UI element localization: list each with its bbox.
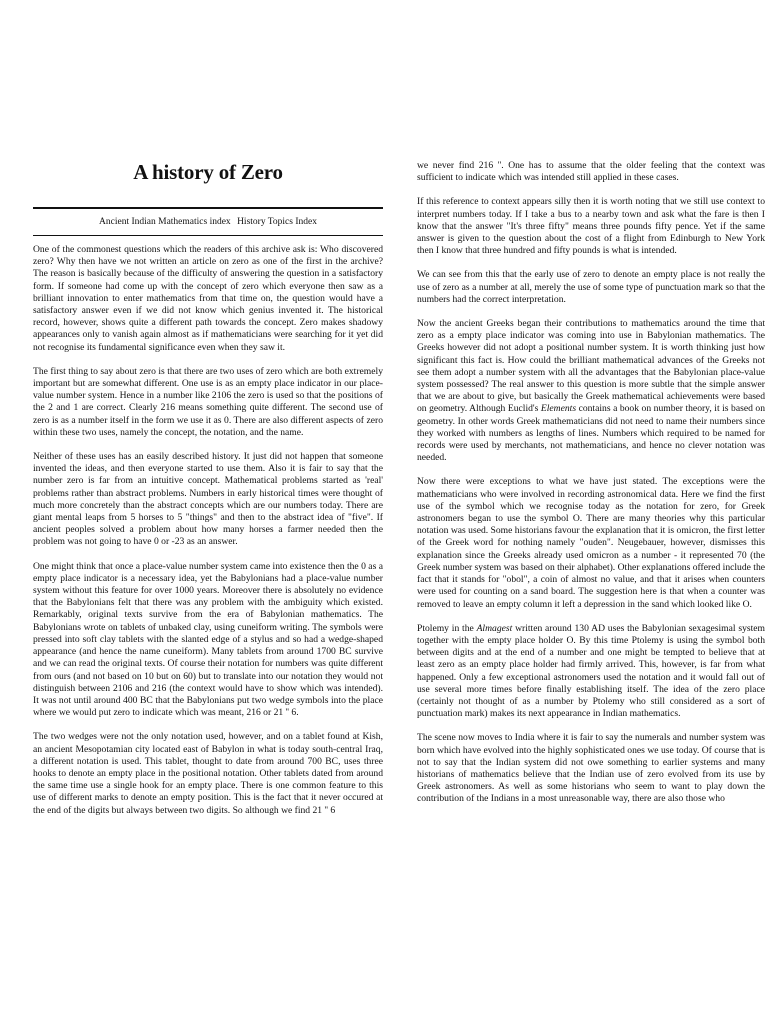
nav-links xyxy=(33,209,383,235)
nav-link-history-topics-index[interactable]: History Topics Index xyxy=(237,217,317,227)
paragraph-text: written around 130 AD uses the Babylonian sexagesimal system together with the empty place holder O. By this time Ptolemy is using the symbol both between digits and at the end of a number and one might be tempted to believe that at least zero as an empty place holder had firmly arrived. This, however, is far from what happened. Only a few exceptional astronomers used the notation and it would fall out of use several more times before finally establishing itself. The idea of the zero place (certainly not thought of as a number by Ptolemy who still considered as a sort of punctuation mark) makes its next appearance in Indian mathematics. xyxy=(417,622,765,720)
page-title: A history of Zero xyxy=(133,160,283,184)
paragraph-text: Now the ancient Greeks began their contributions to mathematics around the time that zero as a empty place indicator was coming into use in Babylonian mathematics. The Greeks however did not adopt a positional number system. It is worth thinking just how significant this fact is. How could the brilliant mathematical advances of the Greeks not see them adopt a number system with all the advantages that the Babylonian place-value system possessed? The real answer to this question is more subtle that the simple answer that we are about to give, but basically the Greek mathematical achievements were based on geometry. Although Euclid's xyxy=(417,318,765,415)
left-paragraph-1: One of the commonest questions which the readers of this archive ask is: Who discovered zero? Why then have we not written an article on zero as one of the first in the archive? The reason is basically because of the difficulty of answering the question in a satisfactory form. If someone had come up with the concept of zero which everyone then saw as a brilliant innovation to enter mathematics from that time on, the question would have a satisfactory answer even if we did not know which genius invented it. The historical record, however, shows quite a different path towards the concept. Zero makes shadowy appearances only to vanish again almost as if mathematicians were searching for it yet did not recognise its fundamental significance even when they saw it. xyxy=(33,244,383,353)
book-title-almagest: Almagest xyxy=(476,622,513,634)
right-paragraph-3: We can see from this that the early use of zero to denote an empty place is not really the use of zero as a number at all, merely the use of some type of punctuation mark so that the numbers had the correct interpretation. xyxy=(417,269,765,305)
right-paragraph-5: Now there were exceptions to what we have just stated. The exceptions were the mathematicians who were involved in recording astronomical data. Here we find the first use of the symbol which we recognise today as the notation for zero, for Greek astronomers began to use the symbol O. There are many theories why this particular notation was used. Some historians favour the explanation that it is omicron, the first letter of the Greek word for nothing namely "ouden". Neugebauer, however, dismisses this explanation since the Greeks already used omicron as a number - it represented 70 (the Greek number system was based on their alphabet). Other explanations offered include the fact that it stands for "obol", a coin of almost no value, and that it arises when counters were used for counting on a sand board. The suggestion here is that when a counter was removed to leave an empty column it left a depression in the sand which looked like O. xyxy=(417,476,766,610)
left-paragraph-2: The first thing to say about zero is that there are two uses of zero which are both extremely important but are somewhat different. One use is as an empty place indicator in our place-value number system. Hence in a number like 2106 the zero is used so that the positions of the 2 and 1 are correct. Clearly 216 means something quite different. The second use of zero is as a number itself in the form we use it as 0. There are also different aspects of zero within these two uses, namely the concept, the notation, and the name. xyxy=(33,365,383,438)
paragraph-text: contains a book on number theory, it is based on geometry. In other words Greek mathematicians did not need to name their numbers since they worked with numbers as lengths of lines. Numbers which required to be named for records were used by merchants, not mathematicians, and hence no clever notation was needed. xyxy=(417,403,765,464)
left-paragraph-3: Neither of these uses has an easily described history. It just did not happen that someone invented the ideas, and then everyone started to use them. Also it is fair to say that the number zero is far from an intuitive concept. Mathematical problems started as 'real' problems rather than abstract problems. Numbers in early historical times were thought of much more concretely than the abstract concepts which are our numbers today. There are giant mental leaps from 5 horses to 5 "things" and then to the abstract idea of "five". If ancient peoples solved a problem about how many horses a farmer needed then the problem was not going to have 0 or -23 as an answer. xyxy=(33,451,383,548)
left-column xyxy=(33,160,383,829)
right-paragraph-6 xyxy=(417,623,765,721)
right-column xyxy=(417,160,765,818)
paragraph-text: Ptolemy in the xyxy=(417,622,477,634)
right-paragraph-2: If this reference to context appears silly then it is worth noting that we still use context to interpret numbers today. If I take a bus to a nearby town and ask what the fare is then I know that the answer "It's three fifty" means three pounds fifty pence. Yet if the same answer is given to the question about the cost of a flight from Edinburgh to New York then I know that three hundred and fifty pounds is what is intended. xyxy=(417,196,765,257)
right-paragraph-4 xyxy=(417,318,765,464)
nav-link-indian-math-index[interactable]: Ancient Indian Mathematics index xyxy=(99,217,231,227)
right-paragraph-1: we never find 216 ''. One has to assume that the older feeling that the context was sufficient to indicate which was intended still applied in these cases. xyxy=(417,160,765,184)
book-title-elements: Elements xyxy=(540,403,577,415)
left-paragraph-4: One might think that once a place-value number system came into existence then the 0 as a empty place indicator is a necessary idea, yet the Babylonians had a place-value number system without this feature for over 1000 years. Moreover there is absolutely no evidence that the Babylonians felt that there was any problem with the ambiguity which existed. Remarkably, original texts survive from the era of Babylonian mathematics. The Babylonians wrote on tablets of unbaked clay, using cuneiform writing. The symbols were pressed into soft clay tablets with the slanted edge of a stylus and so had a wedge-shaped appearance (and hence the name cuneiform). Many tablets from around 1700 BC survive and we can read the original texts. Of course their notation for numbers was quite different from ours (and not based on 10 but on 60) but to translate into our notation they would not distinguish between 2106 and 216 (the context would have to show which was intended). It was not until around 400 BC that the Babylonians put two wedge symbols into the place where we would put zero to indicate which was meant, 216 or 21 '' 6. xyxy=(33,560,383,719)
left-paragraph-5: The two wedges were not the only notation used, however, and on a tablet found at Kish, an ancient Mesopotamian city located east of Babylon in what is today south-central Iraq, a different notation is used. This tablet, thought to date from around 700 BC, uses three hooks to denote an empty place in the positional notation. Other tablets dated from around the same time use a single hook for an empty place. There is one common feature to this use of different marks to denote an empty position. This is the fact that it never occured at the end of the digits but always between two digits. So although we find 21 '' 6 xyxy=(33,731,383,816)
right-paragraph-7: The scene now moves to India where it is fair to say the numerals and number system was born which have evolved into the highly sophisticated ones we use today. Of course that is not to say that the Indian system did not owe something to earlier systems and many historians of mathematics believe that the Indian use of zero evolved from its use by Greek astronomers. As well as some historians who seem to want to play down the contribution of the Indians in a most unreasonable way, there are also those who xyxy=(417,732,765,805)
nav-divider xyxy=(33,235,383,236)
